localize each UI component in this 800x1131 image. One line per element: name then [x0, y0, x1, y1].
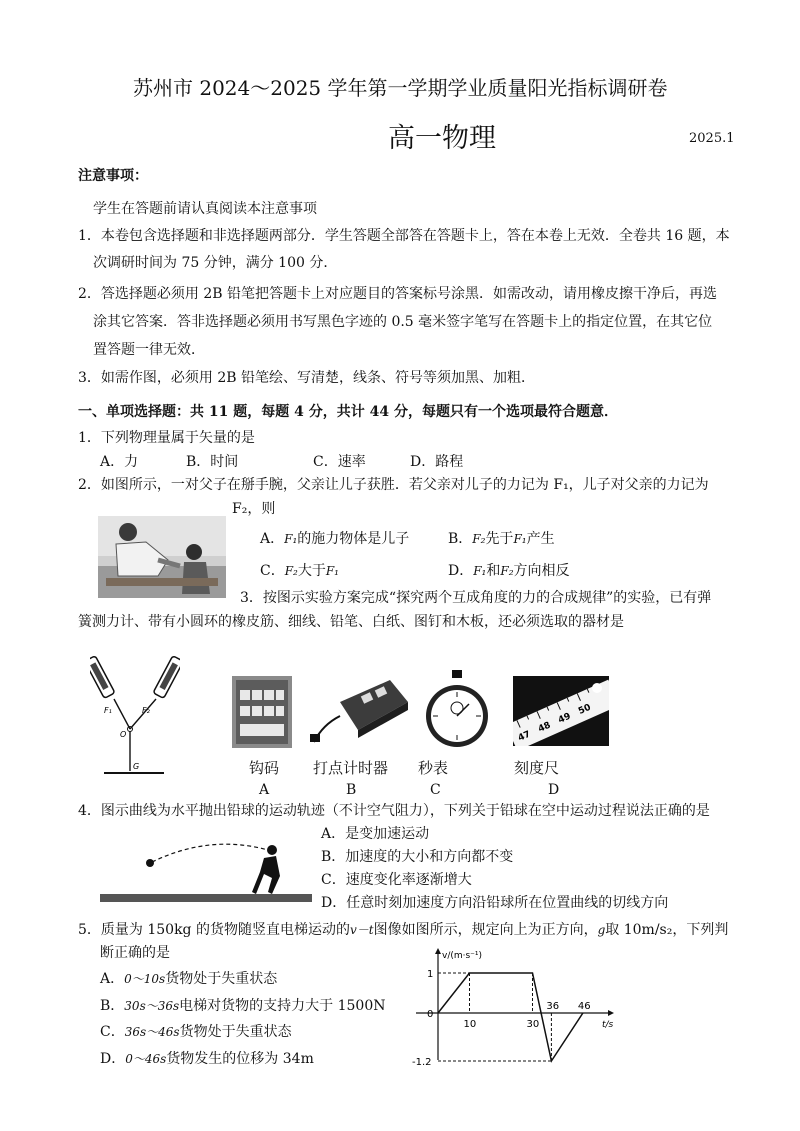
- subject-title: 高一物理: [388, 123, 496, 154]
- ruler-digit: 48: [536, 720, 553, 735]
- notice-line: 涂其它答案．答非选择题必须用书写黑色字迹的 0.5 毫米签字笔写在答题卡上的指定位置，在其它位: [93, 314, 713, 330]
- shot-put-figure: [100, 828, 312, 904]
- item-letter-a: A: [259, 782, 270, 798]
- y-axis-arrow: [435, 948, 441, 954]
- x-tick-label: 36: [546, 1001, 560, 1012]
- x-tick-label: 10: [463, 1019, 477, 1030]
- label-g: G: [133, 762, 140, 771]
- label-f2: F₂: [142, 706, 150, 715]
- q4-option-b: B．加速度的大小和方向都不变: [321, 849, 514, 865]
- q5-option-c: C．36s～46s货物处于失重状态: [100, 1024, 292, 1040]
- ruler-image: [513, 676, 609, 746]
- y-tick-label: 1: [427, 969, 434, 980]
- x-tick-label: 30: [526, 1019, 540, 1030]
- item-stopwatch: 秒表: [418, 759, 449, 777]
- item-letter-b: B: [346, 782, 357, 798]
- q2-option-c: C．F₂大于F₁: [260, 563, 339, 579]
- section-heading: 一、单项选择题：共 11 题，每题 4 分，共计 44 分，每题只有一个选项最符合题意．: [78, 404, 618, 420]
- notice-line: 置答题一律无效．: [93, 342, 205, 358]
- y-tick-label: -1.2: [412, 1057, 432, 1066]
- item-letter-c: C: [430, 782, 441, 798]
- q2-stem-cont: F₂，则: [232, 501, 276, 517]
- q1-option-b: B．时间: [186, 454, 239, 470]
- q4-option-c: C．速度变化率逐渐增大: [321, 872, 472, 888]
- origin-label: 0: [427, 1009, 434, 1020]
- paper-title: 苏州市 2024～2025 学年第一学期学业质量阳光指标调研卷: [133, 76, 668, 100]
- series-line: [438, 973, 583, 1061]
- x-tick-label: 46: [577, 1001, 591, 1012]
- q1-option-a: A．力: [100, 454, 139, 470]
- q2-option-d: D．F₁和F₂方向相反: [448, 563, 570, 579]
- notice-heading: 注意事项：: [78, 168, 148, 184]
- notice-line: 次调研时间为 75 分钟，满分 100 分．: [93, 255, 338, 271]
- q1-stem: 1．下列物理量属于矢量的是: [78, 430, 255, 446]
- notice-intro: 学生在答题前请认真阅读本注意事项: [93, 201, 317, 217]
- q4-option-a: A．是变加速运动: [321, 826, 430, 842]
- q4-stem: 4．图示曲线为水平抛出铅球的运动轨迹（不计空气阻力），下列关于铅球在空中运动过程说法正确的是: [78, 803, 710, 819]
- notice-line: 2．答选择题必须用 2B 铅笔把答题卡上对应题目的答案标号涂黑．如需改动，请用橡皮擦干净后，再选: [78, 286, 718, 302]
- q2-stem: 2．如图所示，一对父子在掰手腕，父亲让儿子获胜．若父亲对儿子的力记为 F₁，儿子对父亲的力记为: [78, 477, 709, 493]
- q1-option-c: C．速率: [313, 454, 366, 470]
- hook-weights-image: [232, 676, 292, 748]
- ticker-timer-image: [310, 672, 410, 744]
- notice-line: 1．本卷包含选择题和非选择题两部分．学生答题全部答在答题卡上，答在本卷上无效．全卷共 16 题，本: [78, 228, 730, 244]
- ruler-digit: 47: [516, 729, 533, 744]
- x-axis-arrow: [608, 1010, 614, 1016]
- x-axis-label: t/s: [602, 1020, 614, 1030]
- label-f1: F₁: [104, 706, 112, 715]
- y-axis-label: v/(m·s⁻¹): [442, 951, 483, 961]
- arm-wrestling-photo: [98, 516, 226, 598]
- q5-stem: 5．质量为 150kg 的货物随竖直电梯运动的v－t图像如图所示，规定向上为正方向，g取 10m/s₂，下列判: [78, 922, 729, 938]
- q3-stem: 3．按图示实验方案完成“探究两个互成角度的力的合成规律”的实验，已有弹: [240, 590, 712, 606]
- q1-option-d: D．路程: [410, 454, 464, 470]
- stopwatch-image: [424, 670, 490, 752]
- notice-line: 3．如需作图，必须用 2B 铅笔绘、写清楚，线条、符号等须加黑、加粗．: [78, 370, 536, 386]
- q5-stem-cont: 断正确的是: [100, 945, 170, 961]
- item-ruler: 刻度尺: [514, 759, 560, 777]
- q4-option-d: D．任意时刻加速度方向沿铅球所在位置曲线的切线方向: [321, 895, 669, 911]
- item-letter-d: D: [548, 782, 560, 798]
- item-ticker-timer: 打点计时器: [313, 759, 389, 777]
- q5-option-a: A．0～10s货物处于失重状态: [100, 971, 278, 987]
- vt-graph: [410, 946, 630, 1066]
- q3-stem-cont: 簧测力计、带有小圆环的橡皮筋、细线、铅笔、白纸、图钉和木板，还必须选取的器材是: [78, 614, 624, 630]
- q2-option-a: A．F₁的施力物体是儿子: [260, 531, 410, 547]
- label-o: O: [120, 730, 127, 739]
- q2-option-b: B．F₂先于F₁产生: [448, 531, 555, 547]
- q5-option-d: D．0～46s货物发生的位移为 34m: [100, 1051, 314, 1067]
- q5-option-b: B．30s～36s电梯对货物的支持力大于 1500N: [100, 998, 386, 1014]
- exam-date: 2025.1: [689, 131, 735, 146]
- force-setup-figure: [90, 655, 180, 780]
- ruler-digit: 49: [556, 711, 573, 726]
- ruler-digit: 50: [577, 702, 593, 717]
- item-hook-weights: 钩码: [249, 759, 280, 777]
